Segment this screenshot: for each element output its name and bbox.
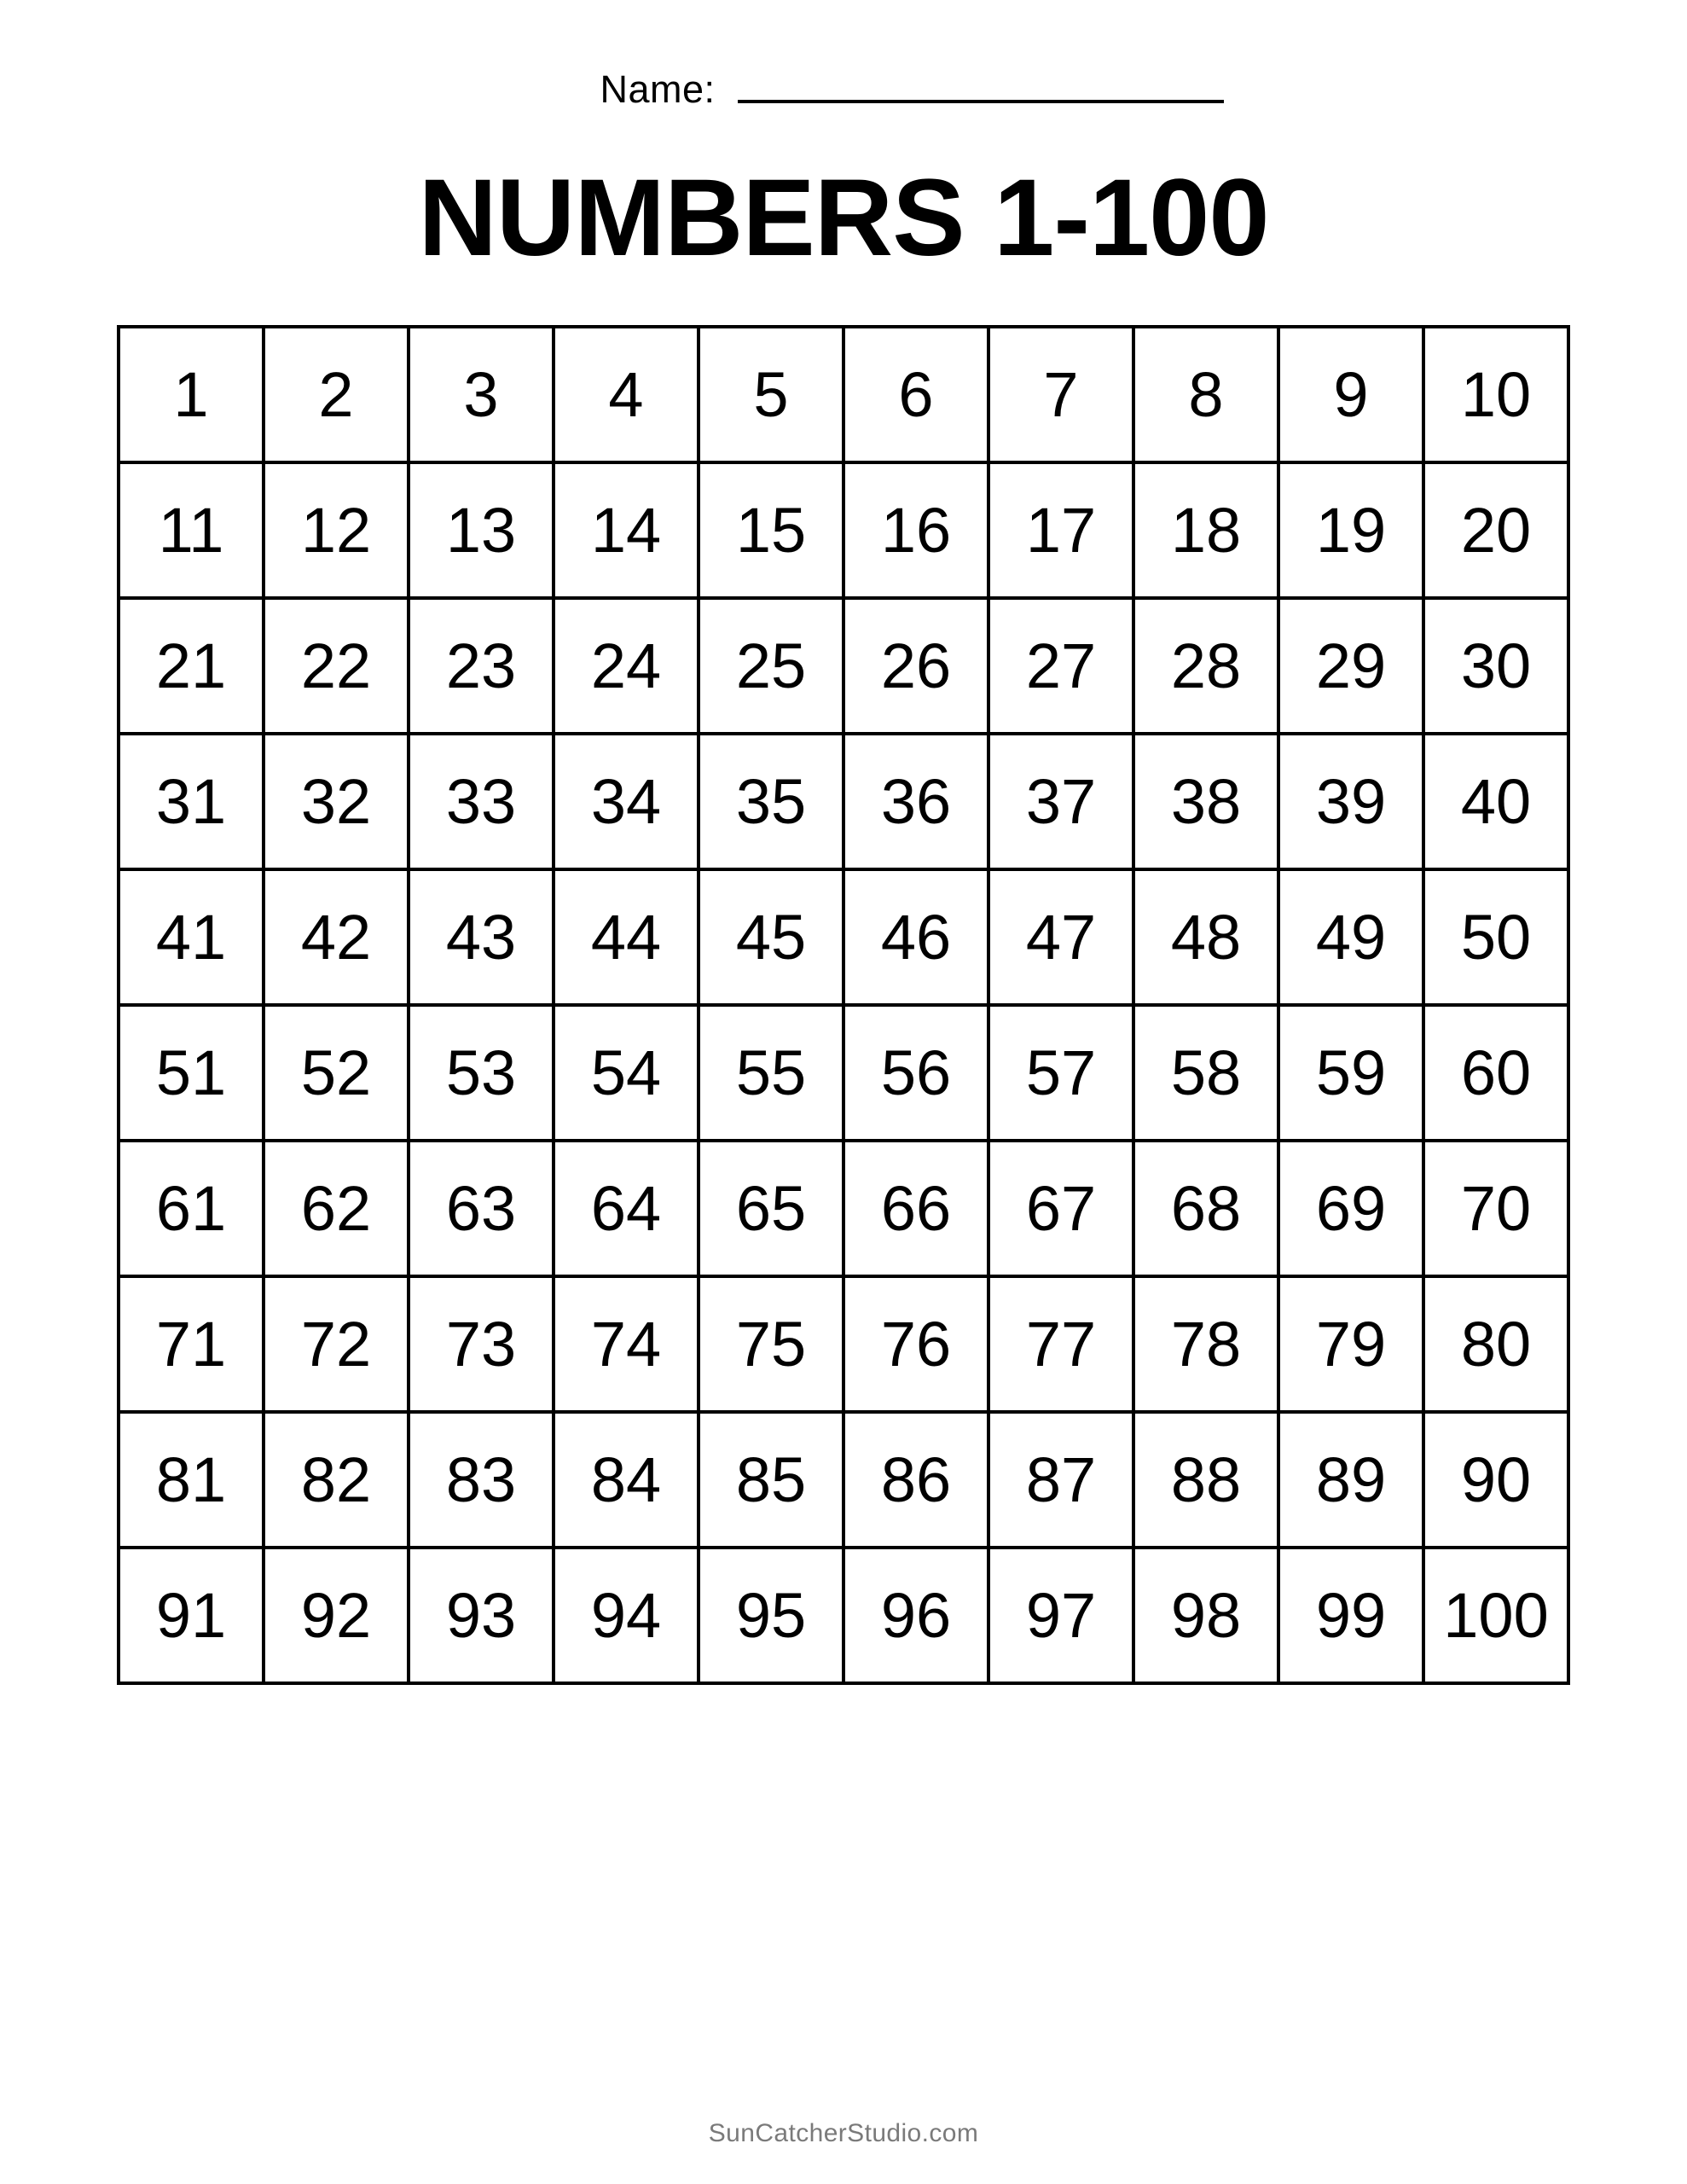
number-cell[interactable]: 32 [264, 734, 409, 869]
number-cell[interactable]: 5 [699, 327, 844, 462]
name-write-in-line[interactable] [738, 99, 1224, 103]
number-cell[interactable]: 83 [409, 1412, 554, 1548]
number-cell[interactable]: 10 [1423, 327, 1568, 462]
number-chart-body [119, 327, 1568, 1683]
number-cell[interactable]: 47 [988, 869, 1133, 1005]
name-label: Name: [600, 67, 716, 111]
number-cell[interactable]: 14 [554, 462, 699, 598]
number-cell[interactable]: 94 [554, 1548, 699, 1683]
number-cell[interactable]: 97 [988, 1548, 1133, 1683]
number-cell[interactable]: 63 [409, 1141, 554, 1276]
number-cell[interactable]: 13 [409, 462, 554, 598]
number-cell[interactable]: 42 [264, 869, 409, 1005]
number-cell[interactable]: 16 [844, 462, 988, 598]
table-row [119, 327, 1568, 462]
number-cell[interactable]: 66 [844, 1141, 988, 1276]
number-cell[interactable]: 25 [699, 598, 844, 734]
number-cell[interactable]: 80 [1423, 1276, 1568, 1412]
number-cell[interactable]: 6 [844, 327, 988, 462]
number-cell[interactable]: 60 [1423, 1005, 1568, 1141]
number-cell[interactable]: 31 [119, 734, 264, 869]
number-cell[interactable]: 54 [554, 1005, 699, 1141]
table-row [119, 598, 1568, 734]
number-cell[interactable]: 40 [1423, 734, 1568, 869]
number-cell[interactable]: 24 [554, 598, 699, 734]
number-cell[interactable]: 100 [1423, 1548, 1568, 1683]
number-cell[interactable]: 15 [699, 462, 844, 598]
number-cell[interactable]: 48 [1133, 869, 1278, 1005]
table-row [119, 462, 1568, 598]
name-row [0, 67, 1687, 111]
number-cell[interactable]: 64 [554, 1141, 699, 1276]
number-cell[interactable]: 67 [988, 1141, 1133, 1276]
number-cell[interactable]: 85 [699, 1412, 844, 1548]
number-cell[interactable]: 58 [1133, 1005, 1278, 1141]
page-title: NUMBERS 1-100 [418, 157, 1269, 279]
number-cell[interactable]: 39 [1278, 734, 1423, 869]
table-row [119, 1141, 1568, 1276]
table-row [119, 869, 1568, 1005]
number-cell[interactable]: 22 [264, 598, 409, 734]
number-cell[interactable]: 99 [1278, 1548, 1423, 1683]
number-cell[interactable]: 19 [1278, 462, 1423, 598]
number-cell[interactable]: 28 [1133, 598, 1278, 734]
number-cell[interactable]: 75 [699, 1276, 844, 1412]
number-cell[interactable]: 79 [1278, 1276, 1423, 1412]
table-row [119, 1412, 1568, 1548]
number-cell[interactable]: 95 [699, 1548, 844, 1683]
number-cell[interactable]: 77 [988, 1276, 1133, 1412]
number-cell[interactable]: 92 [264, 1548, 409, 1683]
number-cell[interactable]: 49 [1278, 869, 1423, 1005]
number-cell[interactable]: 17 [988, 462, 1133, 598]
number-cell[interactable]: 12 [264, 462, 409, 598]
number-cell[interactable]: 65 [699, 1141, 844, 1276]
number-cell[interactable]: 56 [844, 1005, 988, 1141]
number-cell[interactable]: 30 [1423, 598, 1568, 734]
table-row [119, 1548, 1568, 1683]
number-cell[interactable]: 74 [554, 1276, 699, 1412]
number-cell[interactable]: 72 [264, 1276, 409, 1412]
table-row [119, 734, 1568, 869]
number-cell[interactable]: 23 [409, 598, 554, 734]
number-cell[interactable]: 52 [264, 1005, 409, 1141]
number-cell[interactable]: 3 [409, 327, 554, 462]
number-cell[interactable]: 90 [1423, 1412, 1568, 1548]
number-cell[interactable]: 38 [1133, 734, 1278, 869]
number-cell[interactable]: 27 [988, 598, 1133, 734]
number-cell[interactable]: 84 [554, 1412, 699, 1548]
number-cell[interactable]: 61 [119, 1141, 264, 1276]
number-cell[interactable]: 57 [988, 1005, 1133, 1141]
number-cell[interactable]: 59 [1278, 1005, 1423, 1141]
number-cell[interactable]: 33 [409, 734, 554, 869]
number-cell[interactable]: 81 [119, 1412, 264, 1548]
number-cell[interactable]: 37 [988, 734, 1133, 869]
number-cell[interactable]: 45 [699, 869, 844, 1005]
number-cell[interactable]: 53 [409, 1005, 554, 1141]
number-cell[interactable]: 86 [844, 1412, 988, 1548]
number-chart-table [117, 325, 1570, 1685]
number-cell[interactable]: 55 [699, 1005, 844, 1141]
number-cell[interactable]: 8 [1133, 327, 1278, 462]
number-cell[interactable]: 70 [1423, 1141, 1568, 1276]
number-cell[interactable]: 46 [844, 869, 988, 1005]
number-cell[interactable]: 36 [844, 734, 988, 869]
number-cell[interactable]: 44 [554, 869, 699, 1005]
number-cell[interactable]: 35 [699, 734, 844, 869]
number-cell[interactable]: 91 [119, 1548, 264, 1683]
table-row [119, 1276, 1568, 1412]
number-cell[interactable]: 50 [1423, 869, 1568, 1005]
number-cell[interactable]: 69 [1278, 1141, 1423, 1276]
number-cell[interactable]: 26 [844, 598, 988, 734]
number-cell[interactable]: 82 [264, 1412, 409, 1548]
number-cell[interactable]: 62 [264, 1141, 409, 1276]
table-row [119, 1005, 1568, 1141]
number-cell[interactable]: 68 [1133, 1141, 1278, 1276]
number-cell[interactable]: 7 [988, 327, 1133, 462]
number-cell[interactable]: 89 [1278, 1412, 1423, 1548]
number-cell[interactable]: 51 [119, 1005, 264, 1141]
number-cell[interactable]: 98 [1133, 1548, 1278, 1683]
number-cell[interactable]: 71 [119, 1276, 264, 1412]
number-cell[interactable]: 41 [119, 869, 264, 1005]
number-cell[interactable]: 21 [119, 598, 264, 734]
number-cell[interactable]: 88 [1133, 1412, 1278, 1548]
number-chart-wrapper [117, 325, 1570, 1685]
number-cell[interactable]: 93 [409, 1548, 554, 1683]
number-cell[interactable]: 76 [844, 1276, 988, 1412]
number-cell[interactable]: 18 [1133, 462, 1278, 598]
number-cell[interactable]: 87 [988, 1412, 1133, 1548]
number-cell[interactable]: 4 [554, 327, 699, 462]
number-cell[interactable]: 73 [409, 1276, 554, 1412]
number-cell[interactable]: 11 [119, 462, 264, 598]
number-cell[interactable]: 43 [409, 869, 554, 1005]
footer-credit: SunCatcherStudio.com [708, 2119, 979, 2147]
number-cell[interactable]: 96 [844, 1548, 988, 1683]
number-cell[interactable]: 1 [119, 327, 264, 462]
number-cell[interactable]: 29 [1278, 598, 1423, 734]
number-cell[interactable]: 9 [1278, 327, 1423, 462]
number-cell[interactable]: 78 [1133, 1276, 1278, 1412]
number-cell[interactable]: 2 [264, 327, 409, 462]
number-cell[interactable]: 34 [554, 734, 699, 869]
number-cell[interactable]: 20 [1423, 462, 1568, 598]
